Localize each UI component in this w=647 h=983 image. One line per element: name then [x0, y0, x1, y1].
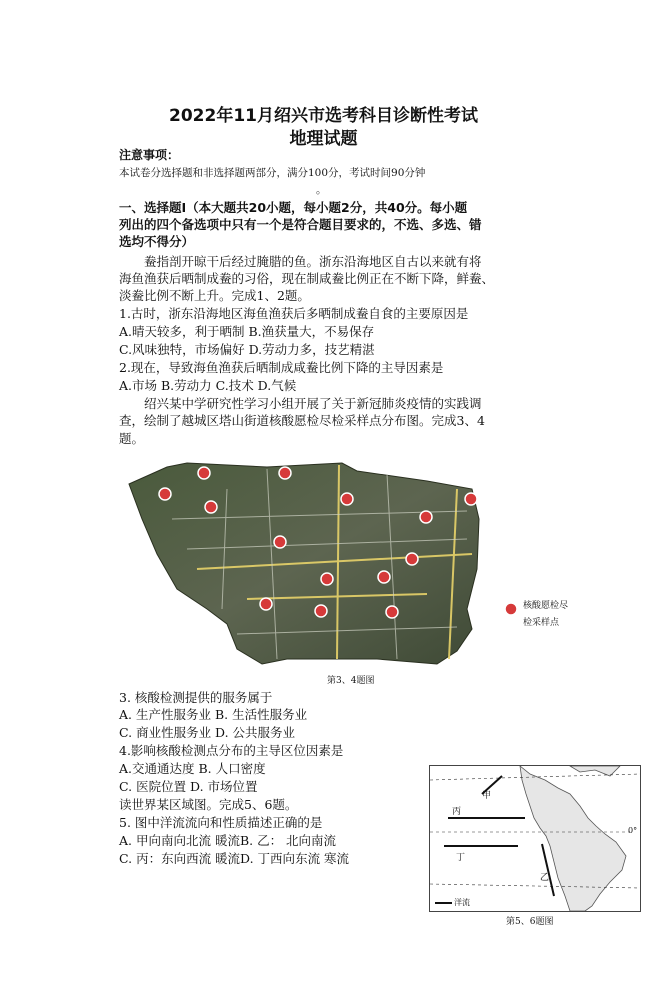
exam-title: 2022年11月绍兴市选考科目诊断性考试 [169, 106, 478, 126]
q3-stem: 3. 核酸检测提供的服务属于 [119, 690, 273, 705]
notice-line2: 。 [316, 184, 327, 196]
label-bing: 丙 [452, 807, 462, 817]
q5-options-ab: A. 甲向南向北流 暖流B. 乙： 北向南流 [119, 833, 337, 848]
graticule-bottom [430, 884, 640, 888]
map-legend-line2: 检采样点 [523, 618, 560, 628]
q3-options-ab: A. 生产性服务业 B. 生活性服务业 [119, 707, 308, 722]
q3-options-cd: C. 商业性服务业 D. 公共服务业 [119, 725, 296, 740]
passage2-line3: 题。 [119, 431, 145, 446]
section1-line2: 列出的四个备选项中只有一个是符合题目要求的，不选、多选、错 [119, 217, 482, 232]
passage2-line1: 绍兴某中学研究性学习小组开展了关于新冠肺炎疫情的实践调 [144, 396, 482, 411]
passage1-line3: 淡鲞比例不断上升。完成1、2题。 [119, 288, 310, 303]
notice-heading: 注意事项： [119, 148, 180, 162]
map-legend-marker [504, 602, 518, 616]
passage1-line2: 海鱼渔获后晒制成鲞的习俗，现在制咸鲞比例正在不断下降，鲜鲞、 [119, 271, 495, 286]
sampling-marker [465, 493, 477, 505]
sampling-marker [341, 493, 353, 505]
q1-stem: 1.古时，浙东沿海地区海鱼渔获后多晒制成鲞自食的主要原因是 [119, 306, 469, 321]
notice-line1: 本试卷分选择题和非选择题两部分，满分100分，考试时间90分钟 [119, 167, 426, 179]
sampling-marker [386, 606, 398, 618]
sampling-marker [205, 501, 217, 513]
sampling-marker [198, 467, 210, 479]
q4-stem: 4.影响核酸检测点分布的主导区位因素是 [119, 743, 344, 758]
passage1-line1: 鲞指剖开晾干后经过腌腊的鱼。浙东沿海地区自古以来就有将 [144, 254, 482, 269]
q5-options-cd: C. 丙：东向西流 暖流D. 丁西向东流 寒流 [119, 851, 350, 866]
map1-caption: 第3、4题图 [327, 676, 375, 686]
sampling-marker [315, 605, 327, 617]
passage2-line2: 查，绘制了越城区塔山街道核酸愿检尽检采样点分布图。完成3、4 [119, 413, 485, 428]
q2-options: A.市场 B.劳动力 C.技术 D.气候 [119, 378, 297, 393]
label-ding: 丁 [456, 853, 466, 863]
landmass [520, 766, 626, 911]
sampling-marker [260, 598, 272, 610]
q1-options-cd: C.风味独特，市场偏好 D.劳动力多，技艺精湛 [119, 342, 375, 357]
label-yi: 乙 [540, 873, 550, 883]
map-legend-text [523, 598, 568, 632]
q4-options-ab: A.交通通达度 B. 人口密度 [119, 761, 266, 776]
section1-line3: 选均不得分） [119, 234, 195, 249]
label-zero: 0° [628, 826, 638, 835]
sampling-marker [279, 467, 291, 479]
sampling-marker [378, 571, 390, 583]
label-jia: 甲 [482, 791, 492, 801]
sampling-marker [420, 511, 432, 523]
q5-stem: 5. 图中洋流流向和性质描述正确的是 [119, 815, 323, 830]
map-legend-line1: 核酸愿检尽 [523, 601, 569, 611]
q2-stem: 2.现在，导致海鱼渔获后晒制成咸鲞比例下降的主导因素是 [119, 360, 444, 375]
section1-line1: 一、选择题Ⅰ（本大题共20小题，每小题2分，共40分。每小题 [119, 200, 468, 215]
q1-options-ab: A.晴天较多，利于晒制 B.渔获量大，不易保存 [119, 324, 375, 339]
q4-options-cd: C. 医院位置 D. 市场位置 [119, 779, 258, 794]
legend-label: 洋流 [454, 898, 470, 907]
sampling-marker [321, 573, 333, 585]
world-region-map [429, 765, 641, 912]
sampling-marker [159, 488, 171, 500]
sampling-marker [406, 553, 418, 565]
passage3: 读世界某区域图。完成5、6题。 [119, 797, 298, 812]
map2-caption: 第5、6题图 [506, 917, 554, 927]
exam-subtitle: 地理试题 [289, 129, 358, 149]
sampling-point-map [127, 459, 487, 667]
sampling-marker [274, 536, 286, 548]
